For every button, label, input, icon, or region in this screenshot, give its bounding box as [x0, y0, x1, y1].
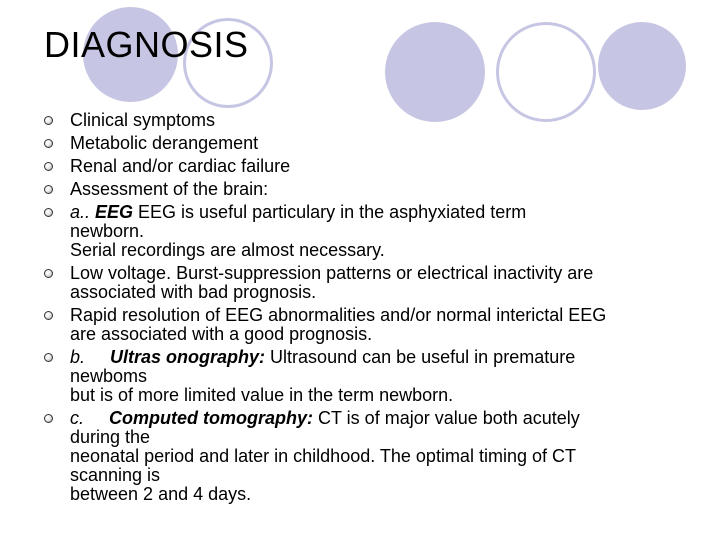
bullet-text: neonatal period and later in childhood. The optimal timing of CT [70, 446, 576, 466]
bullet-text: between 2 and 4 days. [70, 484, 252, 504]
bullet-item-ultrasonography [44, 348, 684, 405]
bullet-text: Low voltage. Burst-suppression patterns or electrical inactivity are [70, 263, 594, 283]
bullet-item [44, 264, 684, 302]
bullet-text: Renal and/or cardiac failure [70, 156, 291, 176]
slide-title: DIAGNOSIS [44, 24, 249, 65]
bullet-first-line [70, 203, 684, 222]
bullet-item [44, 134, 684, 153]
bullet-text: during the [70, 427, 151, 447]
bullet-item-ct [44, 409, 684, 504]
bullet-text: newborn. [70, 221, 145, 241]
item-text: Ultrasound can be useful in premature [265, 347, 576, 367]
bullet-icon [44, 185, 53, 194]
bullet-item [44, 157, 684, 176]
bullet-text: are associated with a good prognosis. [70, 324, 373, 344]
bullet-icon [44, 269, 53, 278]
bullet-text: Serial recordings are almost necessary. [70, 240, 385, 260]
bullet-item [44, 111, 684, 130]
item-term: EEG [95, 202, 134, 222]
bullet-text: newboms [70, 366, 148, 386]
bullet-first-line [70, 348, 684, 367]
bullet-icon [44, 311, 53, 320]
item-term: Computed tomography: [109, 408, 314, 428]
item-prefix: a.. [70, 202, 96, 222]
item-prefix: b. [70, 347, 111, 367]
bullet-item-eeg [44, 203, 684, 260]
bullet-text: Assessment of the brain: [70, 179, 269, 199]
bullet-text: Metabolic derangement [70, 133, 259, 153]
bullet-text: Rapid resolution of EEG abnormalities and/or normal interictal EEG [70, 305, 607, 325]
bullet-text: associated with bad prognosis. [70, 282, 317, 302]
bullet-icon [44, 353, 53, 362]
bullet-icon [44, 414, 53, 423]
item-prefix: c. [70, 408, 110, 428]
item-term: Ultras onography: [110, 347, 266, 367]
bullet-text: scanning is [70, 465, 161, 485]
item-text: CT is of major value both acutely [313, 408, 580, 428]
decorative-circle-filled [385, 22, 485, 122]
decorative-circle-outline [496, 22, 596, 122]
decorative-circle-filled [598, 22, 686, 110]
bullet-icon [44, 162, 53, 171]
bullet-first-line [70, 409, 684, 428]
bullet-icon [44, 139, 53, 148]
bullet-item [44, 180, 684, 199]
bullet-item [44, 306, 684, 344]
bullet-list [44, 111, 684, 508]
bullet-icon [44, 116, 53, 125]
item-text: EEG is useful particulary in the asphyxiated term [133, 202, 527, 222]
bullet-text: Clinical symptoms [70, 110, 216, 130]
bullet-text: but is of more limited value in the term newborn. [70, 385, 454, 405]
bullet-icon [44, 208, 53, 217]
